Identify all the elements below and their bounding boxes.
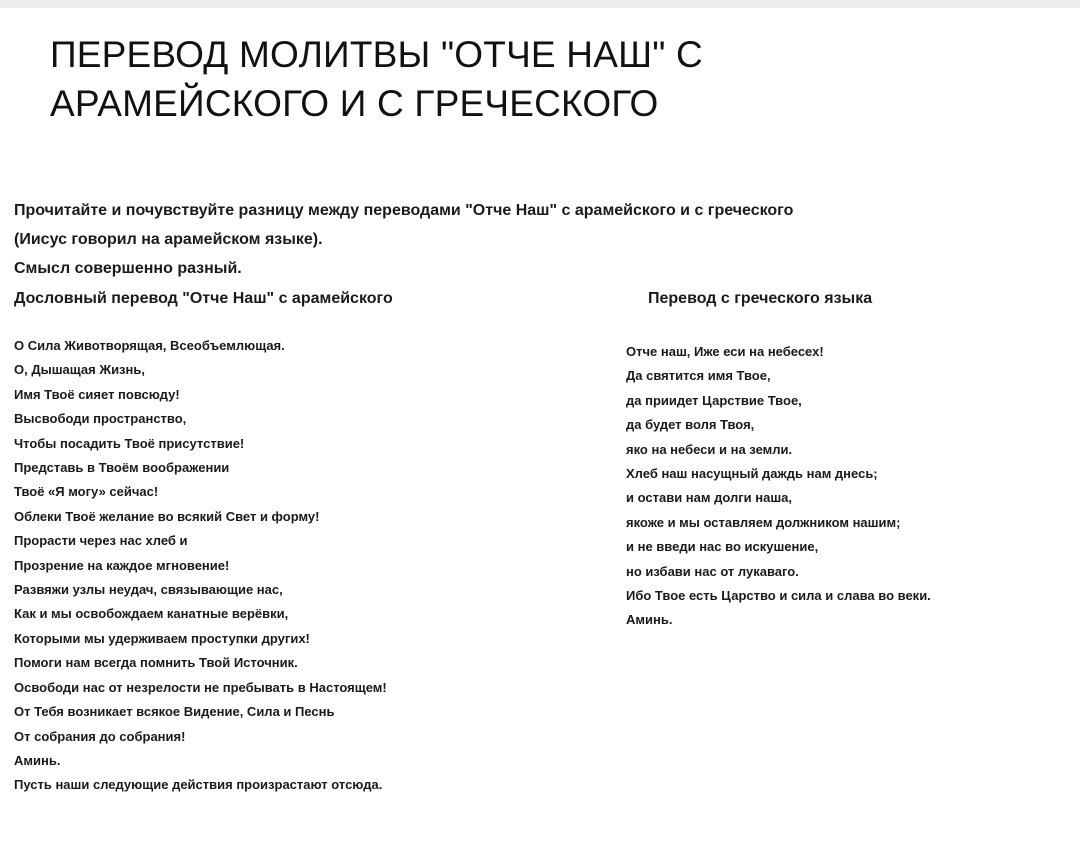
aramaic-line: О Сила Животворящая, Всеобъемлющая. xyxy=(14,338,285,353)
aramaic-line: Освободи нас от незрелости не пребывать в Настоящем! xyxy=(14,679,387,695)
title-line-2: АРАМЕЙСКОГО И С ГРЕЧЕСКОГО xyxy=(50,83,659,124)
intro-line-3: Смысл совершенно разный. xyxy=(14,260,242,277)
top-strip xyxy=(0,0,1080,8)
aramaic-line: От Тебя возникает всякое Видение, Сила и Песнь xyxy=(14,704,335,720)
aramaic-heading: Дословный перевод "Отче Наш" с арамейского xyxy=(14,290,393,307)
greek-line: и остави нам долги наша, xyxy=(626,490,793,506)
greek-line: Да святится имя Твое, xyxy=(626,368,771,384)
intro-line-1: Прочитайте и почувствуйте разницу между переводами "Отче Наш" с арамейского и с греческого xyxy=(14,202,794,219)
aramaic-line: Облеки Твоё желание во всякий Свет и форму! xyxy=(14,508,320,524)
page-title xyxy=(50,30,1010,128)
aramaic-prayer xyxy=(14,334,387,798)
greek-line: якоже и мы оставляем должником нашим; xyxy=(626,514,901,530)
aramaic-line: Аминь. xyxy=(14,752,61,768)
greek-line: яко на небеси и на земли. xyxy=(626,441,793,457)
aramaic-line: Как и мы освобождаем канатные верёвки, xyxy=(14,606,289,622)
aramaic-line: Прорасти через нас хлеб и xyxy=(14,533,188,549)
intro-line-2: (Иисус говорил на арамейском языке). xyxy=(14,231,323,248)
aramaic-line: Представь в Твоём воображении xyxy=(14,460,230,476)
aramaic-line: От собрания до собрания! xyxy=(14,728,186,744)
aramaic-line: Высвободи пространство, xyxy=(14,411,187,427)
greek-line: да приидет Царствие Твое, xyxy=(626,392,802,408)
aramaic-line: Развяжи узлы неудач, связывающие нас, xyxy=(14,582,283,598)
greek-prayer xyxy=(626,340,931,633)
aramaic-line: Чтобы посадить Твоё присутствие! xyxy=(14,435,245,451)
aramaic-line: Пусть наши следующие действия произрастают отсюда. xyxy=(14,777,383,793)
greek-line: но избави нас от лукаваго. xyxy=(626,563,799,579)
greek-line: Хлеб наш насущный даждь нам днесь; xyxy=(626,466,878,482)
intro-text xyxy=(14,196,1064,283)
aramaic-line: О, Дышащая Жизнь, xyxy=(14,362,145,378)
greek-line: Аминь. xyxy=(626,612,673,628)
greek-line: Отче наш, Иже еси на небесех! xyxy=(626,344,824,359)
aramaic-line: Твоё «Я могу» сейчас! xyxy=(14,484,159,500)
title-line-1: ПЕРЕВОД МОЛИТВЫ "ОТЧЕ НАШ" С xyxy=(50,34,703,75)
greek-line: Ибо Твое есть Царство и сила и слава во веки. xyxy=(626,588,931,604)
greek-line: и не введи нас во искушение, xyxy=(626,539,819,555)
aramaic-line: Прозрение на каждое мгновение! xyxy=(14,557,230,573)
greek-line: да будет воля Твоя, xyxy=(626,417,755,433)
aramaic-line: Имя Твоё сияет повсюду! xyxy=(14,386,180,402)
greek-heading: Перевод с греческого языка xyxy=(648,290,873,307)
aramaic-line: Которыми мы удерживаем проступки других! xyxy=(14,630,310,646)
aramaic-line: Помоги нам всегда помнить Твой Источник. xyxy=(14,655,298,671)
